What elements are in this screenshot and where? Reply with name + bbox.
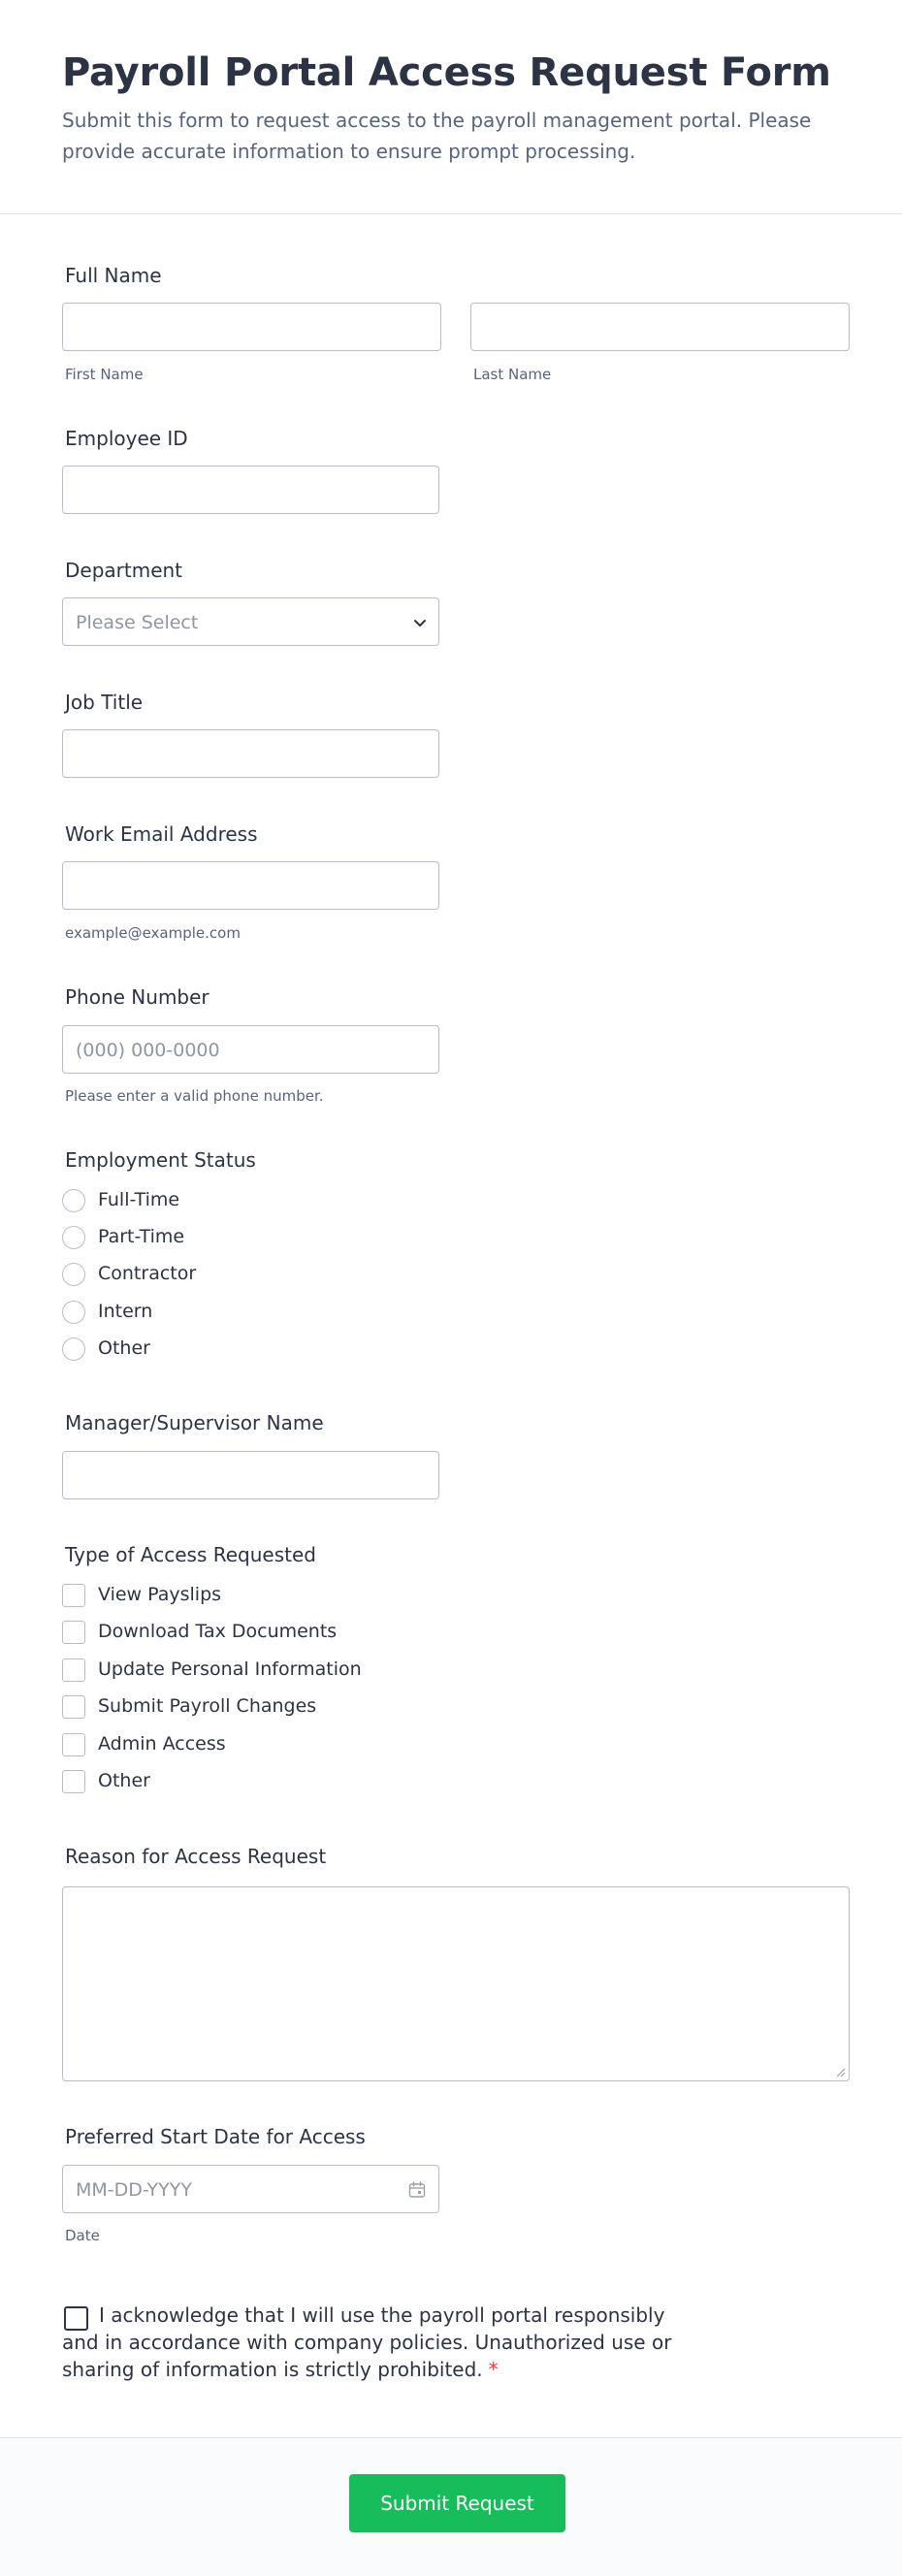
- department-select[interactable]: [62, 597, 439, 646]
- last-name-sublabel: Last Name: [473, 366, 552, 383]
- radio-circle[interactable]: [62, 1337, 85, 1361]
- radio-label: Contractor: [98, 1263, 197, 1284]
- checkbox-label: Update Personal Information: [98, 1658, 362, 1680]
- radio-label: Full-Time: [98, 1189, 180, 1210]
- checkbox-label: View Payslips: [98, 1584, 222, 1605]
- work-email-input[interactable]: [62, 861, 439, 910]
- start-date-input[interactable]: [62, 2165, 439, 2213]
- department-label: Department: [65, 559, 183, 582]
- acknowledgement-checkbox[interactable]: [64, 2306, 88, 2331]
- checkbox-square[interactable]: [62, 1770, 85, 1793]
- start-date-sublabel: Date: [65, 2227, 100, 2244]
- radio-circle[interactable]: [62, 1226, 85, 1249]
- reason-label: Reason for Access Request: [65, 1845, 327, 1868]
- checkbox-label: Submit Payroll Changes: [98, 1695, 317, 1717]
- calendar-icon[interactable]: [407, 2180, 427, 2200]
- manager-label: Manager/Supervisor Name: [65, 1411, 324, 1434]
- submit-request-button[interactable]: Submit Request: [349, 2474, 565, 2532]
- checkbox-label: Admin Access: [98, 1733, 226, 1755]
- phone-sublabel: Please enter a valid phone number.: [65, 1087, 324, 1105]
- radio-circle[interactable]: [62, 1189, 85, 1212]
- checkbox-square[interactable]: [62, 1733, 85, 1756]
- acknowledgement-text: I acknowledge that I will use the payroll portal responsibly and in accordance with company policies. Unauthorized use or sharing of information is strictly prohibited.: [62, 2303, 672, 2381]
- start-date-placeholder: MM-DD-YYYY: [76, 2179, 192, 2201]
- employee-id-label: Employee ID: [65, 427, 188, 450]
- page-subtitle: Submit this form to request access to the payroll management portal. Please provide accurate information to ensure prompt processing.: [62, 109, 812, 163]
- phone-input[interactable]: [62, 1025, 439, 1074]
- radio-circle[interactable]: [62, 1263, 85, 1286]
- form-header: [0, 0, 902, 214]
- first-name-input[interactable]: [62, 303, 441, 351]
- job-title-label: Job Title: [65, 691, 144, 714]
- department-placeholder: Please Select: [76, 612, 199, 633]
- acknowledgement-statement: [62, 2302, 702, 2383]
- last-name-input[interactable]: [470, 303, 850, 351]
- chevron-down-icon: [411, 614, 429, 631]
- radio-circle[interactable]: [62, 1301, 85, 1324]
- employment-status-label: Employment Status: [65, 1148, 256, 1172]
- checkbox-square[interactable]: [62, 1658, 85, 1682]
- checkbox-square[interactable]: [62, 1695, 85, 1719]
- radio-label: Part-Time: [98, 1226, 185, 1247]
- employee-id-input[interactable]: [62, 466, 439, 514]
- work-email-label: Work Email Address: [65, 822, 258, 846]
- required-asterisk: *: [488, 2358, 499, 2381]
- radio-label: Intern: [98, 1301, 153, 1322]
- checkbox-label: Download Tax Documents: [98, 1621, 338, 1642]
- access-type-label: Type of Access Requested: [65, 1543, 316, 1566]
- resize-grip-icon[interactable]: [834, 2066, 846, 2077]
- phone-placeholder: (000) 000-0000: [76, 1040, 220, 1061]
- first-name-sublabel: First Name: [65, 366, 144, 383]
- work-email-sublabel: example@example.com: [65, 924, 241, 942]
- reason-textarea[interactable]: [62, 1886, 850, 2081]
- checkbox-square[interactable]: [62, 1584, 85, 1607]
- radio-label: Other: [98, 1337, 150, 1359]
- full-name-label: Full Name: [65, 264, 162, 287]
- manager-name-input[interactable]: [62, 1451, 439, 1499]
- job-title-input[interactable]: [62, 729, 439, 778]
- phone-label: Phone Number: [65, 985, 209, 1009]
- checkbox-label: Other: [98, 1770, 150, 1791]
- start-date-label: Preferred Start Date for Access: [65, 2125, 366, 2148]
- checkbox-square[interactable]: [62, 1621, 85, 1644]
- page-title: Payroll Portal Access Request Form: [62, 50, 831, 95]
